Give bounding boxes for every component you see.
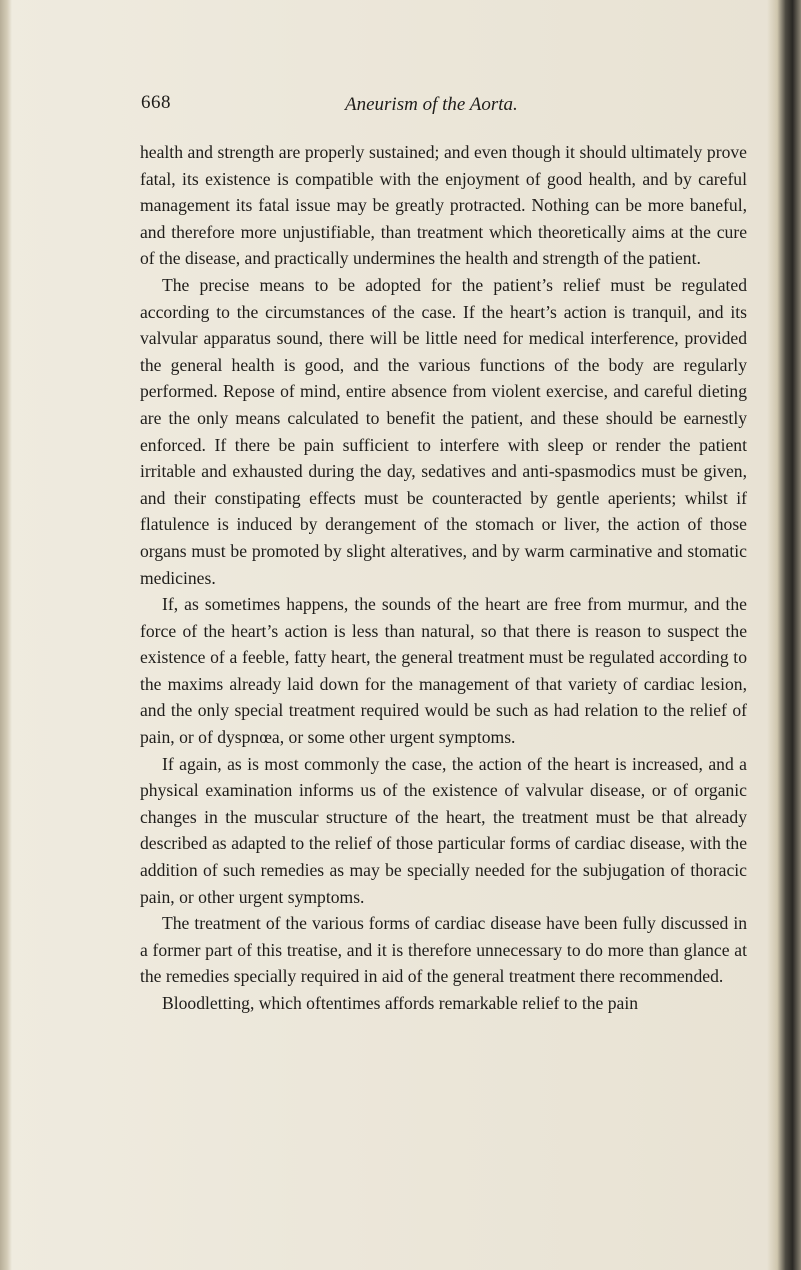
text-body bbox=[140, 139, 747, 1017]
running-head: Aneurism of the Aorta. bbox=[345, 94, 518, 115]
page-number: 668 bbox=[141, 92, 171, 113]
page-left-shadow bbox=[0, 0, 12, 1270]
paragraph-4: If again, as is most commonly the case, the action of the heart is increased, and a physical examination informs us of the existence of valvular disease, or of organic changes in the muscular structure of the heart, the treatment must be that already described as adapted to the relief of those particular forms of cardiac disease, with the addition of such remedies as may be specially needed for the subjugation of thoracic pain, or other urgent symptoms. bbox=[140, 753, 747, 907]
book-spine-edge bbox=[767, 0, 801, 1270]
paragraph-3: If, as sometimes happens, the sounds of the heart are free from murmur, and the force of the heart’s action is less than natural, so that there is reason to suspect the existence of a feeble, fatty heart, the general treatment must be regulated according to the maxims already laid down for the management of that variety of cardiac lesion, and the only special treatment required would be such as had relation to the relief of pain, or of dyspnœa, or some other urgent symptoms. bbox=[140, 594, 747, 748]
paragraph-6: Bloodletting, which oftentimes affords remarkable relief to the pain bbox=[162, 993, 639, 1013]
page-header bbox=[141, 92, 741, 122]
paragraph-1: health and strength are properly sustained; and even though it should ultimately prove fatal, its existence is compatible with the enjoyment of good health, and by careful management its fatal issue may be greatly protracted. Nothing can be more baneful, and therefore more unjustifiable, than treatment which theoretically aims at the cure of the disease, and practically undermines the health and strength of the patient. bbox=[140, 142, 747, 269]
paragraph-5: The treatment of the various forms of cardiac disease have been fully discussed in a former part of this treatise, and it is therefore unnecessary to do more than glance at the remedies specially required in aid of the general treatment there recommended. bbox=[140, 913, 747, 987]
paragraph-2: The precise means to be adopted for the patient’s relief must be regulated according to the circumstances of the case. If the heart’s action is tranquil, and its valvular apparatus sound, there will be little need for medical interference, provided the general health is good, and the various functions of the body are regularly performed. Repose of mind, entire absence from violent exercise, and careful dieting are the only means calculated to benefit the patient, and these should be earnestly enforced. If there be pain sufficient to interfere with sleep or render the patient irritable and exhausted during the day, sedatives and anti-spasmodics must be given, and their constipating effects must be counteracted by gentle aperients; whilst if flatulence is induced by derangement of the stomach or liver, the action of those organs must be promoted by slight alteratives, and by warm carminative and stomatic medicines. bbox=[140, 274, 747, 588]
